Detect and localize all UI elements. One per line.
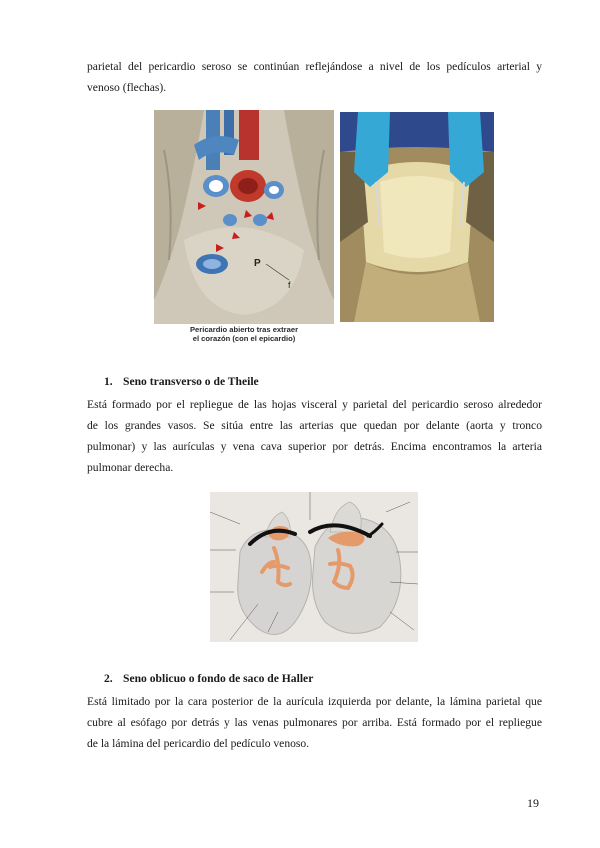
section2-line-2: cubre al esófago por detrás y las venas pulmonares por arriba. Está formado por el repliegue (87, 716, 542, 729)
intro-line-2: venoso (flechas). (87, 81, 167, 94)
section1-line-2: de los grandes vasos. Se sitúa entre las arterias que quedan por delante (aorta y tronco (87, 419, 542, 432)
dissection-photo (340, 112, 494, 322)
section1-heading (104, 375, 259, 388)
dissection-photo-art (340, 112, 494, 322)
section1-line-1: Está formado por el repliegue de las hojas visceral y parietal del pericardio seroso alrededor (87, 398, 542, 411)
section1-line-3: pulmonar) y las aurículas y vena cava superior por detrás. Encima encontramos la arteria (87, 440, 542, 453)
section2-number: 2. (104, 672, 113, 685)
section2-line-3: de la lámina del pericardio del pedículo venoso. (87, 737, 310, 750)
figure1-caption-line-1: Pericardio abierto tras extraer (189, 325, 299, 334)
section1-paragraph (87, 394, 542, 478)
section1-number: 1. (104, 375, 113, 388)
intro-line-1: parietal del pericardio seroso se continúan reflejándose a nivel de los pedículos arterial y (87, 60, 542, 73)
label-p: P (254, 258, 261, 269)
section2-heading (104, 672, 313, 685)
intro-paragraph (87, 56, 542, 98)
section1-title: Seno transverso o de Theile (123, 375, 259, 388)
figure1-caption (154, 325, 334, 347)
section2-line-1: Está limitado por la cara posterior de la aurícula izquierda por delante, la lámina parietal que (87, 695, 542, 708)
heart-sinus-diagram (210, 492, 418, 642)
section1-line-4: pulmonar derecha. (87, 461, 174, 474)
page-number: 19 (527, 796, 539, 810)
pericardium-illustration (154, 110, 334, 324)
label-f: f (288, 280, 291, 290)
section2-title: Seno oblicuo o fondo de saco de Haller (123, 672, 314, 685)
section2-paragraph (87, 691, 542, 754)
figure1-caption-line-2: el corazón (con el epicardio) (192, 334, 296, 343)
pericardium-illustration-art (154, 110, 334, 324)
heart-sinus-diagram-art (210, 492, 418, 642)
